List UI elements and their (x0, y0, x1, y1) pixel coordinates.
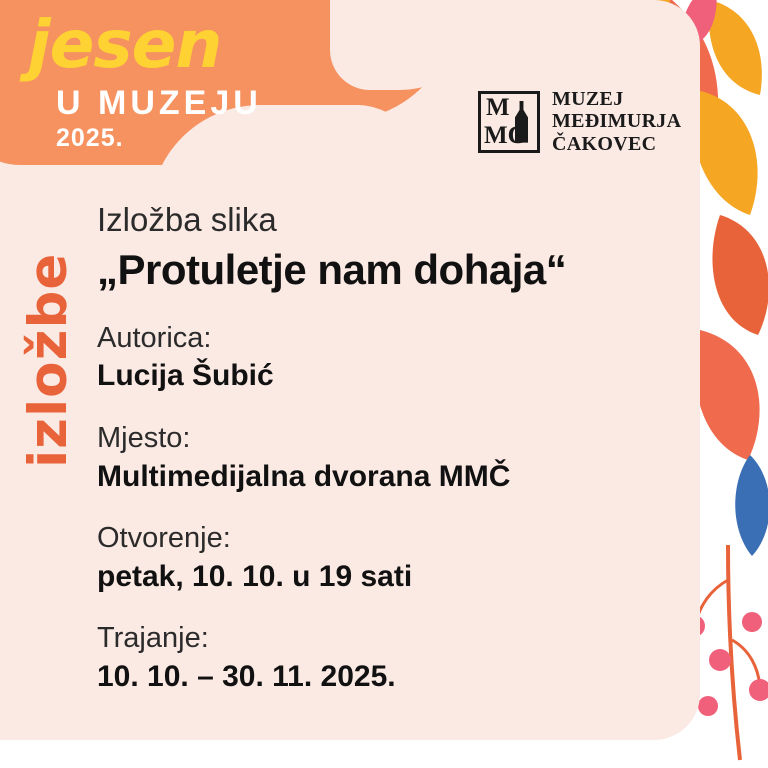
detail-author (97, 321, 677, 395)
poster-title-main: jesen (28, 6, 222, 83)
detail-value: petak, 10. 10. u 19 sati (97, 559, 413, 593)
logo-letters-mc: MC (484, 121, 526, 149)
detail-value: 10. 10. – 30. 11. 2025. (97, 660, 396, 694)
event-kicker: Izložba slika (97, 201, 277, 238)
museum-name-line3: ČAKOVEC (552, 132, 657, 155)
museum-logo (478, 88, 681, 155)
detail-opening (97, 521, 677, 595)
detail-value: Lucija Šubić (97, 359, 274, 393)
main-content (97, 200, 677, 696)
detail-duration (97, 621, 677, 695)
museum-logo-mark (478, 91, 540, 153)
detail-label: Otvorenje: (97, 522, 231, 555)
detail-label: Trajanje: (97, 622, 209, 655)
event-title: „Protuletje nam dohaja“ (97, 246, 567, 294)
museum-logo-text (552, 88, 681, 155)
category-label-vertical: izložbe (18, 252, 79, 468)
poster-year: 2025. (56, 124, 124, 152)
museum-name-line2: MEĐIMURJA (552, 110, 682, 133)
museum-name-line1: MUZEJ (552, 88, 624, 110)
detail-place (97, 421, 677, 495)
poster-title-sub: U MUZEJU (56, 84, 262, 122)
detail-label: Autorica: (97, 321, 212, 354)
detail-label: Mjesto: (97, 421, 191, 454)
logo-letter-m: M (486, 93, 510, 121)
detail-value: Multimedijalna dvorana MMČ (97, 459, 511, 493)
